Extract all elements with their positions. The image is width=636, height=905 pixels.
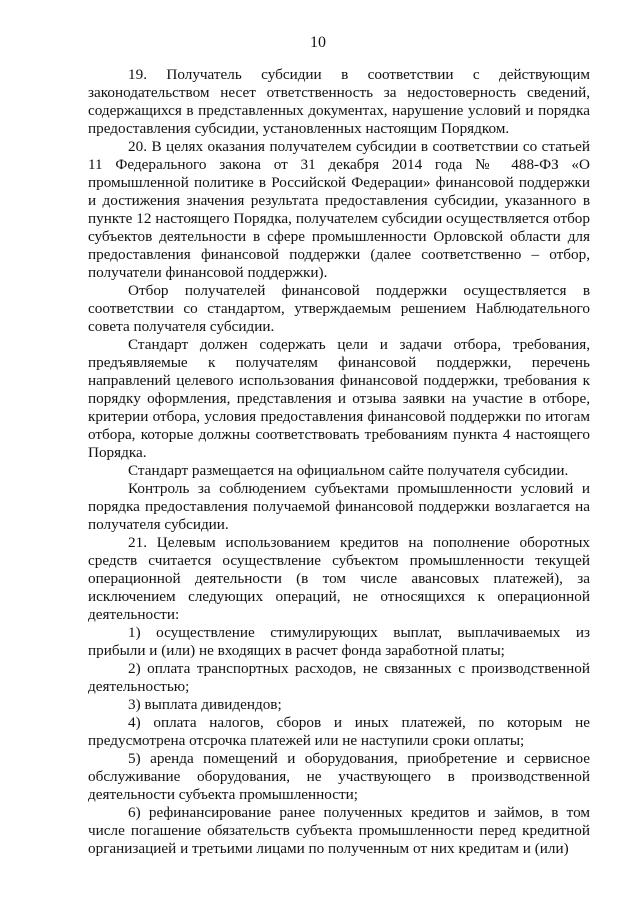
list-item-6: 6) рефинансирование ранее полученных кредитов и займов, в том числе погашение обязательств субъекта промышленности перед кредитной организацией и третьими лицами по полученным от них кредитам и (или) bbox=[88, 804, 590, 857]
list-item-2: 2) оплата транспортных расходов, не связанных с производственной деятельностью; bbox=[88, 660, 590, 695]
paragraph-20: 20. В целях оказания получателем субсидии в соответствии со статьей 11 Федерального закона от 31 декабря 2014 года № 488-ФЗ «О промышленной политике в Российской Федерации» финансовой поддержки и достижения значения результата предоставления субсидии, указанного в пункте 12 настоящего Порядка, получателем субсидии осуществляется отбор субъектов деятельности в сфере промышленности Орловской области для предоставления финансовой поддержки (далее соответственно – отбор, получатели финансовой поддержки). bbox=[88, 138, 590, 281]
paragraph-21: 21. Целевым использованием кредитов на пополнение оборотных средств считается осуществление субъектом промышленности текущей операционной деятельности (в том числе авансовых платежей), за исключением следующих операций, не относящихся к операционной деятельности: bbox=[88, 534, 590, 623]
document-body bbox=[88, 66, 590, 858]
paragraph-standard-publication: Стандарт размещается на официальном сайте получателя субсидии. bbox=[128, 462, 569, 479]
list-item-5: 5) аренда помещений и оборудования, приобретение и сервисное обслуживание оборудования, не участвующего в производственной деятельности субъекта промышленности; bbox=[88, 750, 590, 803]
paragraph-19: 19. Получатель субсидии в соответствии с действующим законодательством несет ответственность за недостоверность сведений, содержащихся в представленных документах, нарушение условий и порядка предоставления субсидии, установленных настоящим Порядком. bbox=[88, 66, 590, 137]
paragraph-standard-contents: Стандарт должен содержать цели и задачи отбора, требования, предъявляемые к получателям финансовой поддержки, перечень направлений целевого использования финансовой поддержки, требования к порядку оформления, представления и отзыва заявки на участие в отборе, критерии отбора, условия предоставления финансовой поддержки по итогам отбора, которые должны соответствовать требованиям пункта 4 настоящего Порядка. bbox=[88, 336, 590, 461]
page-number: 10 bbox=[310, 34, 326, 51]
list-item-4: 4) оплата налогов, сборов и иных платежей, по которым не предусмотрена отсрочка платежей или не наступили сроки оплаты; bbox=[88, 714, 590, 749]
list-item-1: 1) осуществление стимулирующих выплат, выплачиваемых из прибыли и (или) не входящих в расчет фонда заработной платы; bbox=[88, 624, 590, 659]
list-item-3: 3) выплата дивидендов; bbox=[128, 696, 282, 713]
paragraph-control: Контроль за соблюдением субъектами промышленности условий и порядка предоставления получаемой финансовой поддержки возлагается на получателя субсидии. bbox=[88, 480, 590, 533]
paragraph-selection-standard: Отбор получателей финансовой поддержки осуществляется в соответствии со стандартом, утверждаемым решением Наблюдательного совета получателя субсидии. bbox=[88, 282, 590, 335]
